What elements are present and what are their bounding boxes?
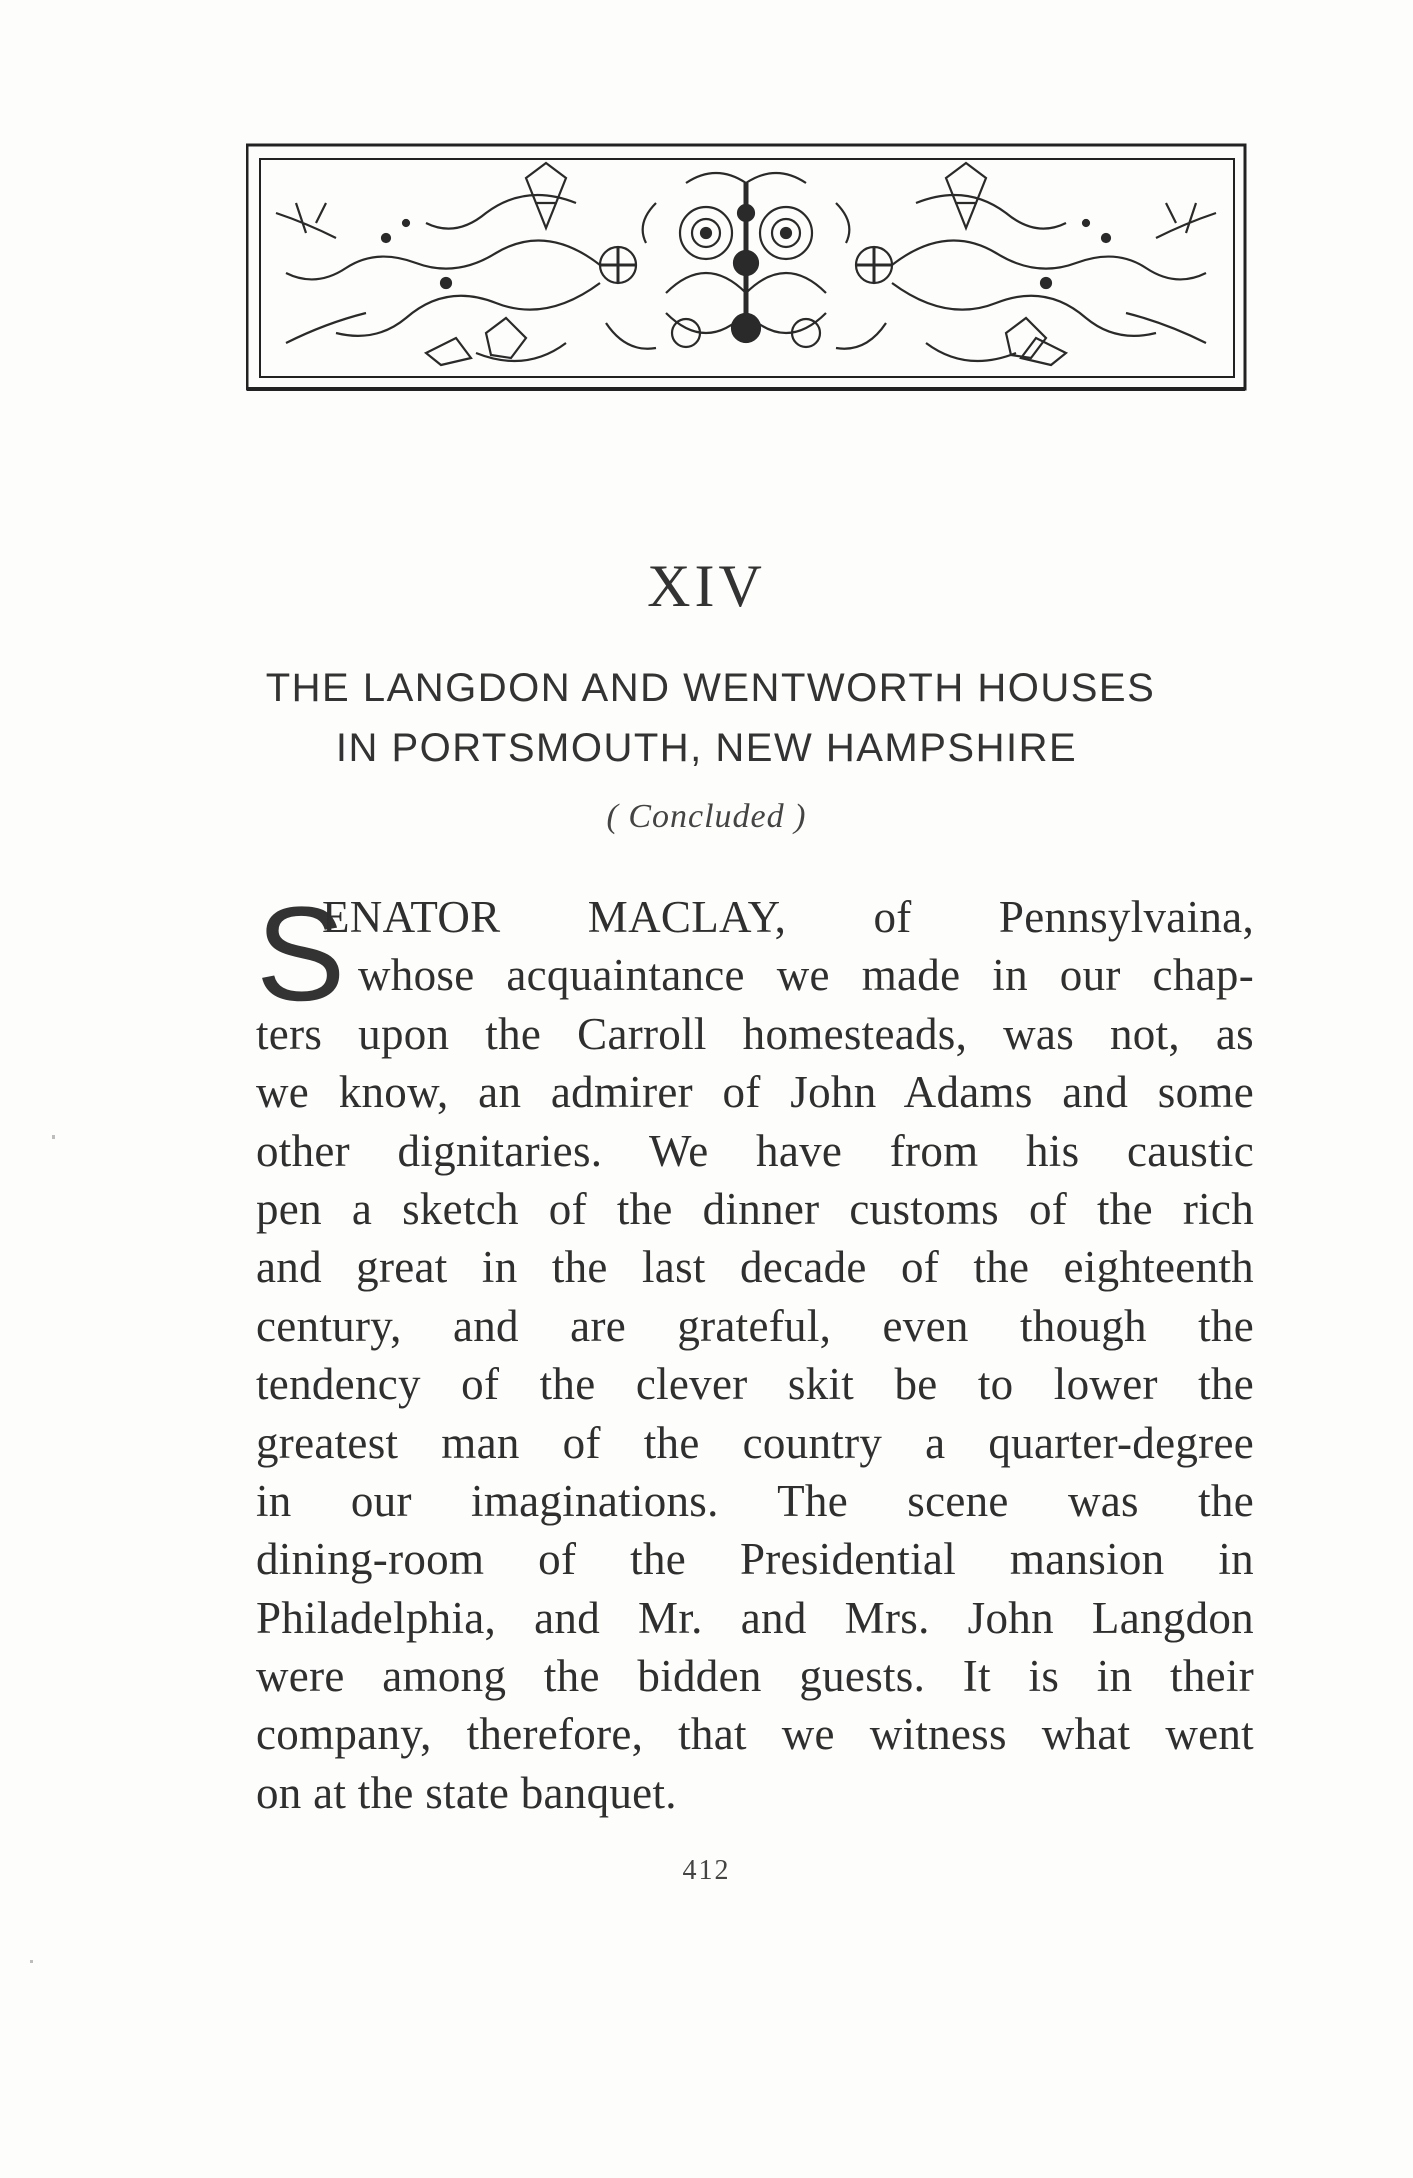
chapter-note: ( Concluded ) [606, 798, 807, 835]
page-number: 412 [682, 1855, 731, 1886]
text-line: ters upon the Carroll homesteads, was not, as [256, 1008, 1254, 1059]
text-line: ENATOR MACLAY, of Pennsylvaina, [322, 892, 1254, 942]
text-line: and great in the last decade of the eighteenth [256, 1242, 1254, 1293]
text-line: on at the state banquet. [256, 1767, 677, 1818]
scan-speck [52, 1135, 55, 1139]
text-line: dining-room of the Presidential mansion in [256, 1534, 1254, 1585]
text-line: tendency of the clever skit be to lower the [256, 1359, 1254, 1410]
body-paragraph [256, 880, 1254, 1822]
text-line: company, therefore, that we witness what went [256, 1709, 1254, 1760]
text-line: we know, an admirer of John Adams and some [256, 1067, 1254, 1118]
text-line: in our imaginations. The scene was the [256, 1475, 1254, 1526]
text-line: greatest man of the country a quarter-degree [256, 1417, 1254, 1468]
text-line: whose acquaintance we made in our chap- [358, 950, 1254, 1001]
chapter-title-line-2: IN PORTSMOUTH, NEW HAMPSHIRE [335, 726, 1078, 770]
text-line: Philadelphia, and Mr. and Mrs. John Langdon [256, 1592, 1254, 1643]
text-line: pen a sketch of the dinner customs of the rich [256, 1183, 1254, 1234]
chapter-title-line-1: THE LANGDON AND WENTWORTH HOUSES [265, 666, 1156, 710]
text-line: century, and are grateful, even though the [256, 1300, 1254, 1351]
text-line: were among the bidden guests. It is in their [256, 1651, 1254, 1702]
text-line: other dignitaries. We have from his caustic [256, 1125, 1254, 1176]
drop-cap: S [256, 880, 346, 1029]
chapter-number: XIV [647, 553, 766, 619]
floral-headpiece-icon [246, 143, 1248, 393]
scan-speck [30, 1960, 33, 1963]
